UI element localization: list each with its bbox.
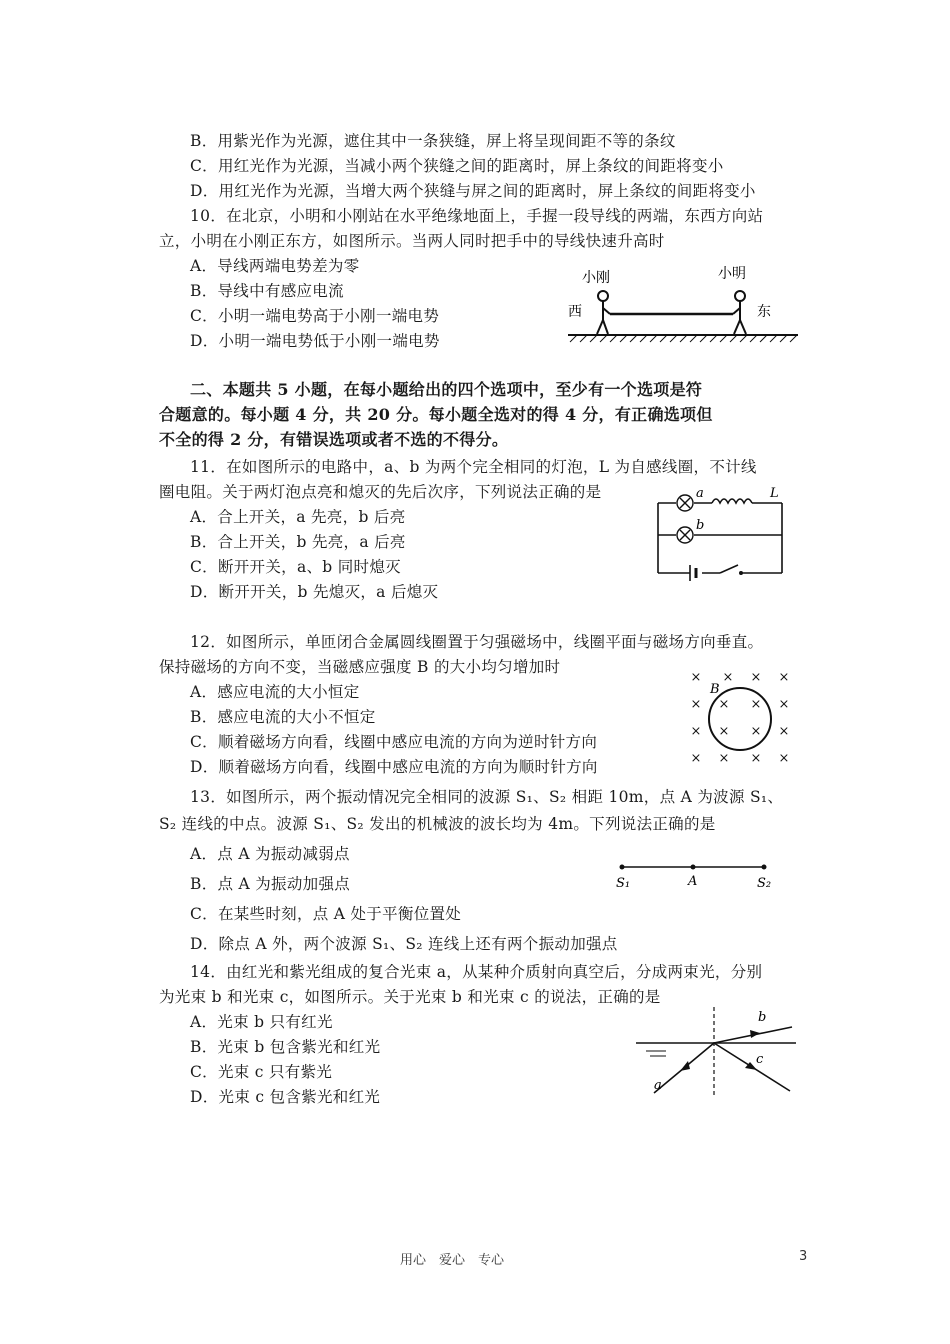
svg-text:×: × bbox=[750, 670, 762, 685]
label-inductor-l: L bbox=[770, 486, 779, 501]
q9-option-d: D．用红光作为光源，当增大两个狭缝与屏之间的距离时，屏上条纹的间距将变小 bbox=[190, 182, 756, 200]
footer-motto: 用心 爱心 专心 bbox=[400, 1253, 505, 1268]
label-lamp-b: b bbox=[696, 518, 705, 533]
q12-stem-line2: 保持磁场的方向不变，当磁感应强度 B 的大小均匀增加时 bbox=[159, 658, 561, 676]
lamp-a-icon bbox=[677, 495, 693, 511]
svg-text:×: × bbox=[718, 724, 730, 739]
lamp-b-icon bbox=[677, 527, 693, 543]
label-east: 东 bbox=[757, 304, 771, 320]
arrow-a-icon bbox=[680, 1061, 690, 1071]
q10-option-b: B．导线中有感应电流 bbox=[190, 282, 344, 300]
medium-hatch-icon bbox=[646, 1051, 666, 1056]
q11-option-a: A．合上开关，a 先亮，b 后亮 bbox=[190, 508, 406, 526]
q14-option-a: A．光束 b 只有红光 bbox=[190, 1013, 333, 1031]
svg-text:×: × bbox=[778, 724, 790, 739]
section2-header-line3: 不全的得 2 分，有错误选项或者不选的不得分。 bbox=[159, 430, 509, 449]
q10-option-a: A．导线两端电势差为零 bbox=[190, 257, 360, 275]
q9-option-c: C．用红光作为光源，当减小两个狭缝之间的距离时，屏上条纹的间距将变小 bbox=[190, 157, 724, 175]
switch-contact bbox=[739, 571, 743, 575]
section2-header-line2: 合题意的。每小题 4 分，共 20 分。每小题全选对的得 4 分，有正确选项但 bbox=[159, 405, 713, 424]
q10-stem-line2: 立，小明在小刚正东方，如图所示。当两人同时把手中的导线快速升高时 bbox=[159, 232, 665, 250]
q14-option-c: C．光束 c 只有紫光 bbox=[190, 1063, 333, 1081]
svg-text:×: × bbox=[718, 751, 730, 766]
person-right-icon bbox=[733, 291, 746, 334]
svg-text:×: × bbox=[718, 697, 730, 712]
inductor-coil-icon bbox=[712, 499, 752, 503]
svg-text:×: × bbox=[778, 670, 790, 685]
q11-option-c: C．断开开关，a、b 同时熄灭 bbox=[190, 558, 401, 576]
label-west: 西 bbox=[568, 304, 582, 320]
svg-text:×: × bbox=[690, 670, 702, 685]
q13-stem-line1: 13．如图所示，两个振动情况完全相同的波源 S₁、S₂ 相距 10m，点 A 为波源 S₁、 bbox=[190, 788, 784, 806]
q12-stem-line1: 12．如图所示，单匝闭合金属圆线圈置于匀强磁场中，线圈平面与磁场方向垂直。 bbox=[190, 633, 764, 651]
person-left-icon bbox=[597, 291, 610, 334]
label-xiaogang: 小刚 bbox=[582, 270, 610, 286]
svg-text:×: × bbox=[750, 724, 762, 739]
q10-option-d: D．小明一端电势低于小刚一端电势 bbox=[190, 332, 440, 350]
svg-text:×: × bbox=[778, 751, 790, 766]
svg-text:×: × bbox=[750, 697, 762, 712]
q10-option-c: C．小明一端电势高于小刚一端电势 bbox=[190, 307, 440, 325]
q14-option-d: D．光束 c 包含紫光和红光 bbox=[190, 1088, 381, 1106]
label-a: a bbox=[654, 1078, 662, 1093]
point-a-dot bbox=[691, 865, 696, 870]
battery-icon bbox=[690, 565, 696, 581]
coil-circle bbox=[709, 688, 771, 750]
label-s2: S₂ bbox=[757, 876, 772, 891]
label-a: A bbox=[688, 874, 698, 889]
source-s1-dot bbox=[620, 865, 625, 870]
ground-hatch bbox=[570, 335, 797, 342]
q12-option-b: B．感应电流的大小不恒定 bbox=[190, 708, 376, 726]
svg-text:×: × bbox=[690, 697, 702, 712]
svg-text:×: × bbox=[778, 697, 790, 712]
q14-stem-line1: 14．由红光和紫光组成的复合光束 a，从某种介质射向真空后，分成两束光，分别 bbox=[190, 963, 763, 981]
label-b: b bbox=[758, 1010, 767, 1025]
q13-stem-line2: S₂ 连线的中点。波源 S₁、S₂ 发出的机械波的波长均为 4m。下列说法正确的是 bbox=[159, 815, 716, 833]
label-lamp-a: a bbox=[696, 486, 704, 501]
q11-stem-line1: 11．在如图所示的电路中，a、b 为两个完全相同的灯泡，L 为自感线圈，不计线 bbox=[190, 458, 757, 476]
q11-stem-line2: 圈电阻。关于两灯泡点亮和熄灭的先后次序，下列说法正确的是 bbox=[159, 483, 602, 501]
svg-text:×: × bbox=[690, 751, 702, 766]
label-xiaoming: 小明 bbox=[718, 266, 746, 282]
q9-option-b: B．用紫光作为光源，遮住其中一条狭缝，屏上将呈现间距不等的条纹 bbox=[190, 132, 676, 150]
q10-stem-line1: 10．在北京，小明和小刚站在水平绝缘地面上，手握一段导线的两端，东西方向站 bbox=[190, 207, 764, 225]
section2-header-line1: 二、本题共 5 小题，在每小题给出的四个选项中，至少有一个选项是符 bbox=[190, 380, 703, 399]
field-marks bbox=[691, 670, 790, 766]
label-c: c bbox=[756, 1052, 764, 1067]
q12-option-a: A．感应电流的大小恒定 bbox=[190, 683, 360, 701]
svg-text:×: × bbox=[750, 751, 762, 766]
q14-light-refraction-figure bbox=[632, 1005, 802, 1105]
label-s1: S₁ bbox=[616, 876, 631, 891]
q13-option-a: A．点 A 为振动减弱点 bbox=[190, 845, 350, 863]
q13-option-d: D．除点 A 外，两个波源 S₁、S₂ 连线上还有两个振动加强点 bbox=[190, 935, 618, 953]
q13-wave-sources-figure bbox=[612, 855, 782, 895]
q14-option-b: B．光束 b 包含紫光和红光 bbox=[190, 1038, 381, 1056]
q12-option-c: C．顺着磁场方向看，线圈中感应电流的方向为逆时针方向 bbox=[190, 733, 598, 751]
page-number: 3 bbox=[799, 1249, 808, 1264]
q14-stem-line2: 为光束 b 和光束 c，如图所示。关于光束 b 和光束 c 的说法，正确的是 bbox=[159, 988, 661, 1006]
switch-icon bbox=[720, 565, 738, 573]
q11-option-d: D．断开开关，b 先熄灭，a 后熄灭 bbox=[190, 583, 439, 601]
svg-text:×: × bbox=[690, 724, 702, 739]
q13-option-b: B．点 A 为振动加强点 bbox=[190, 875, 351, 893]
q12-magnetic-field-figure bbox=[680, 665, 800, 775]
q11-option-b: B．合上开关，b 先亮，a 后亮 bbox=[190, 533, 406, 551]
q10-figure-two-people-wire bbox=[560, 258, 810, 348]
q11-circuit-figure bbox=[650, 485, 800, 585]
q12-option-d: D．顺着磁场方向看，线圈中感应电流的方向为顺时针方向 bbox=[190, 758, 598, 776]
source-s2-dot bbox=[762, 865, 767, 870]
q13-option-c: C．在某些时刻，点 A 处于平衡位置处 bbox=[190, 905, 462, 923]
svg-text:×: × bbox=[722, 670, 734, 685]
label-b: B bbox=[710, 682, 720, 697]
